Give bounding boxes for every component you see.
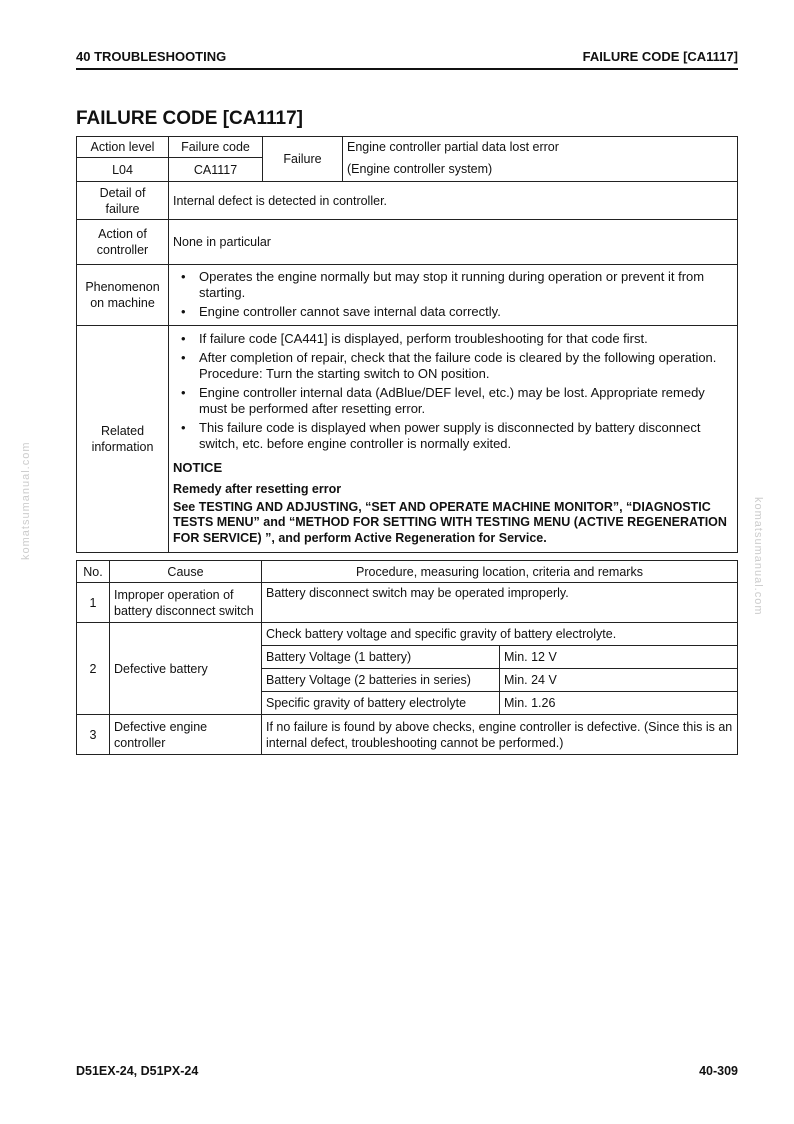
- cause-name: Defective battery: [110, 623, 262, 715]
- check-item: Battery Voltage (2 batteries in series): [262, 669, 500, 692]
- related-list: [173, 331, 733, 452]
- footer-page-number: 40-309: [699, 1064, 738, 1078]
- check-item: Battery Voltage (1 battery): [262, 646, 500, 669]
- col-header-cause: Cause: [110, 561, 262, 583]
- related-item: • This failure code is displayed when power supply is disconnected by battery disconnect switch, etc. before engine controller is normally exited.: [173, 420, 733, 452]
- detail-value: Internal defect is detected in controller.: [169, 182, 738, 220]
- col-header-procedure: Procedure, measuring location, criteria and remarks: [262, 561, 738, 583]
- watermark-right: komatsumanual.com: [752, 497, 764, 616]
- notice-line-1: Remedy after resetting error: [173, 482, 342, 496]
- phenomenon-item: • Engine controller cannot save internal data correctly.: [173, 304, 733, 320]
- col-header-no: No.: [77, 561, 110, 583]
- cause-procedure: If no failure is found by above checks, engine controller is defective. (Since this is an internal defect, troubleshooting cannot be performed.): [262, 715, 738, 755]
- phenomenon-cell: [169, 265, 738, 326]
- notice-heading: NOTICE: [173, 460, 223, 475]
- header-section: 40 TROUBLESHOOTING: [76, 49, 227, 64]
- battery-check-intro: Check battery voltage and specific gravity of battery electrolyte.: [262, 623, 738, 646]
- action-level-value: L04: [77, 158, 169, 182]
- failure-desc-2: (Engine controller system): [343, 158, 738, 182]
- detail-label: [77, 182, 169, 220]
- failure-desc-1: Engine controller partial data lost error: [343, 137, 738, 158]
- page-header: [76, 48, 738, 70]
- check-value: Min. 1.26: [500, 692, 738, 715]
- failure-code-value: CA1117: [169, 158, 263, 182]
- related-label: Related information: [77, 326, 169, 553]
- action-controller-value: None in particular: [169, 220, 738, 265]
- check-value: Min. 12 V: [500, 646, 738, 669]
- failure-info-table: [76, 136, 738, 553]
- footer-model: D51EX-24, D51PX-24: [76, 1064, 199, 1078]
- phenomenon-label: Phenomenon on machine: [77, 265, 169, 326]
- notice-line-2: See TESTING AND ADJUSTING, “SET AND OPERATE MACHINE MONITOR”, “DIAGNOSTIC TESTS MENU” and “METHOD FOR SETTING WITH TESTING MENU (ACTIVE REGENERATION FOR SERVICE) ”, and perform Active Regeneration for Service.: [173, 499, 727, 545]
- page-title: FAILURE CODE [CA1117]: [76, 108, 303, 129]
- cause-procedure: Battery disconnect switch may be operated improperly.: [262, 583, 738, 623]
- cause-table: [76, 560, 738, 755]
- cause-name: Defective engine controller: [110, 715, 262, 755]
- action-level-label: Action level: [77, 137, 169, 158]
- header-code: FAILURE CODE [CA1117]: [582, 49, 738, 64]
- failure-label: Failure: [263, 137, 343, 182]
- phenomenon-item: • Operates the engine normally but may stop it running during operation or prevent it from starting.: [173, 269, 733, 301]
- detail-label-text: Detail of failure: [99, 185, 146, 216]
- failure-code-label: Failure code: [169, 137, 263, 158]
- phenomenon-list: [173, 269, 733, 320]
- cause-name: Improper operation of battery disconnect switch: [110, 583, 262, 623]
- check-value: Min. 24 V: [500, 669, 738, 692]
- cause-no: 2: [77, 623, 110, 715]
- cause-no: 1: [77, 583, 110, 623]
- related-cell: [169, 326, 738, 553]
- related-item: • Engine controller internal data (AdBlue/DEF level, etc.) may be lost. Appropriate remedy must be performed after resetting error.: [173, 385, 733, 417]
- check-item: Specific gravity of battery electrolyte: [262, 692, 500, 715]
- watermark-left: komatsumanual.com: [20, 441, 32, 560]
- cause-no: 3: [77, 715, 110, 755]
- related-item: • After completion of repair, check that the failure code is cleared by the following operation. Procedure: Turn the starting switch to ON position.: [173, 350, 733, 382]
- action-controller-label: Action of controller: [77, 220, 169, 265]
- related-item: • If failure code [CA441] is displayed, perform troubleshooting for that code first.: [173, 331, 733, 347]
